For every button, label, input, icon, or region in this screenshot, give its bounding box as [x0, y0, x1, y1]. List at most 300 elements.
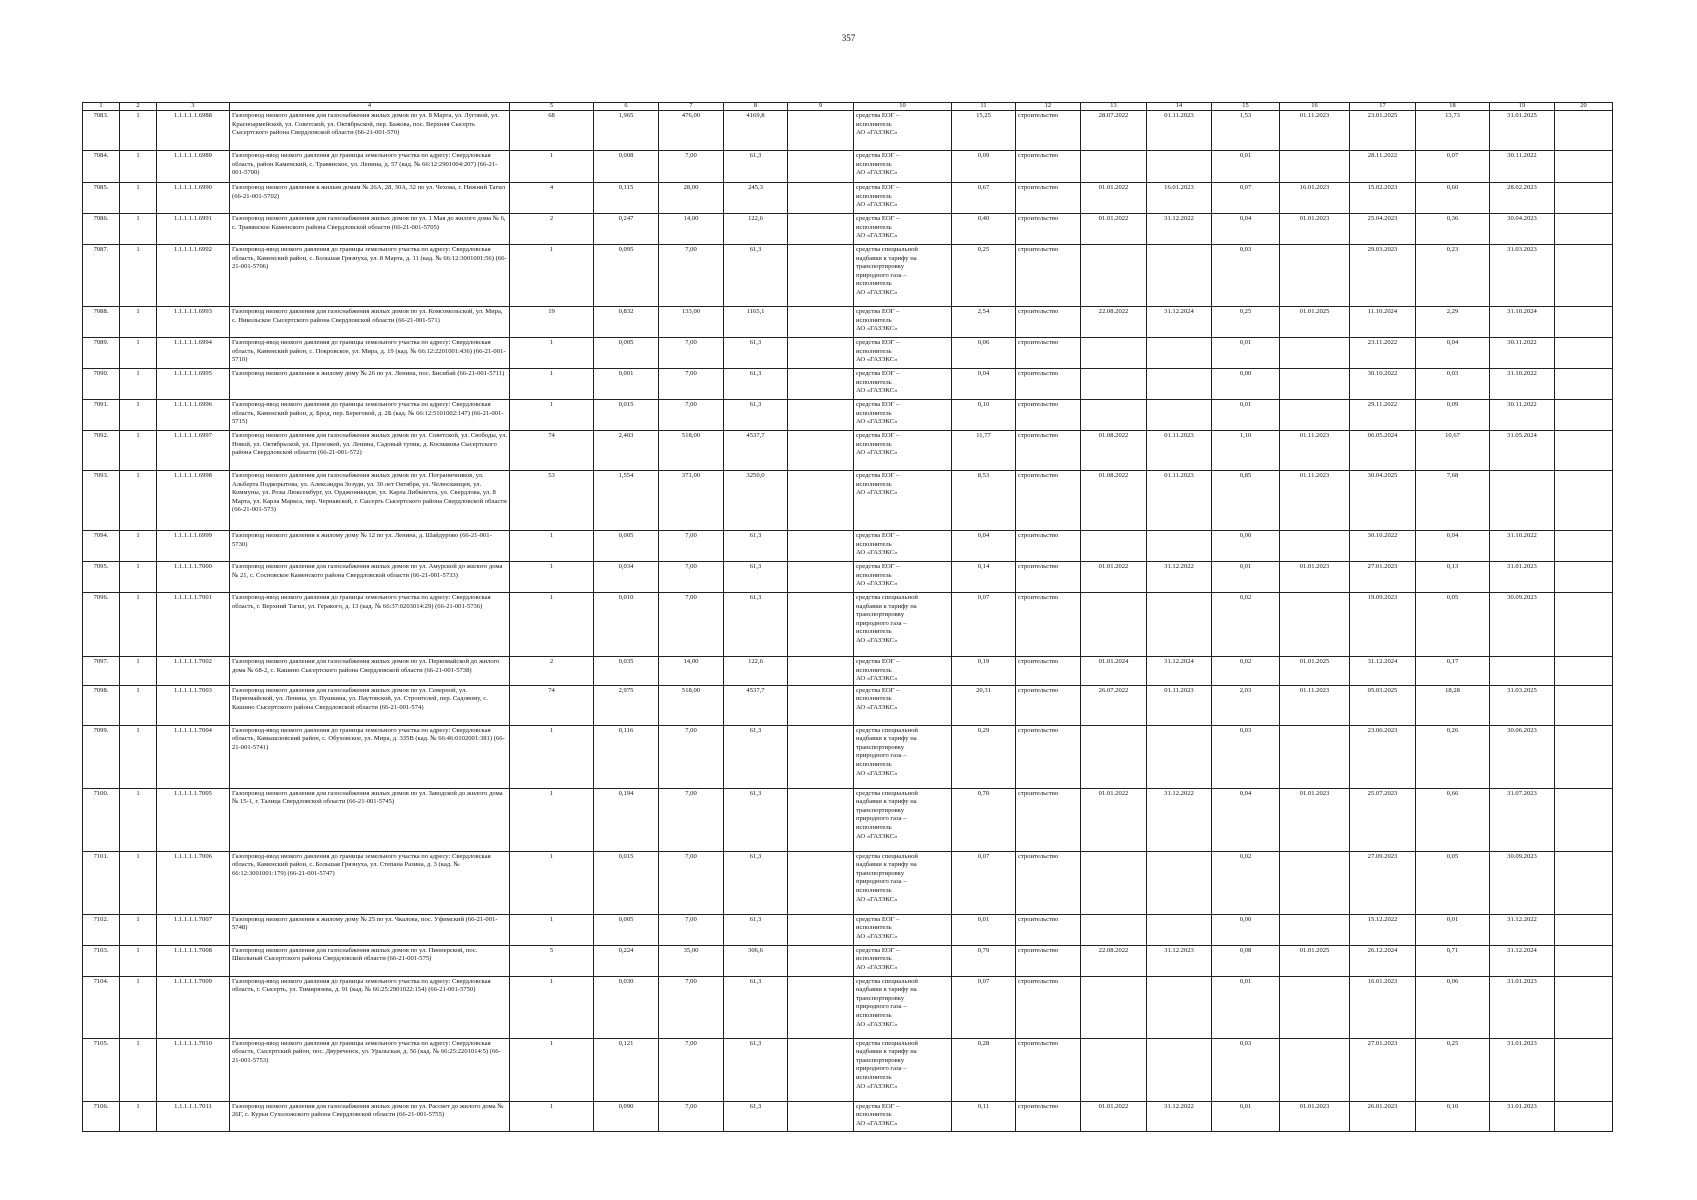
- commission-date-cell: 26.01.2023: [1350, 1101, 1416, 1131]
- funding-source-cell: средства ЕОГ – исполнитель АО «ГАЗЭКС»: [854, 914, 952, 945]
- page-number: 357: [841, 33, 856, 43]
- start-date-cell: [1081, 976, 1147, 1038]
- stage1-cell: 0,00: [1212, 369, 1280, 400]
- col20-cell: [1555, 976, 1613, 1038]
- object-description-cell: Газопровод низкого давления для газоснабжения жилых домов по ул. Амурской до жилого дома № 21, с. Сосновское Каменского района Свердловской области (66-21-001-5733): [230, 562, 510, 593]
- units-cell: 1: [510, 914, 594, 945]
- stage1-date-cell: [1280, 725, 1350, 788]
- stage1-date-cell: [1280, 151, 1350, 183]
- column-number-cell: 5: [510, 103, 594, 111]
- funding-source-cell: средства специальной надбавки к тарифу на транспортировку природного газа – исполнитель АО «ГАЗЭКС»: [854, 725, 952, 788]
- end-date-cell: 31.12.2022: [1147, 562, 1212, 593]
- end-date-cell: 16.01.2023: [1147, 183, 1212, 214]
- completion-date-cell: 30.06.2023: [1490, 725, 1555, 788]
- table-row: [83, 725, 1613, 788]
- stage2-cell: 0,26: [1416, 725, 1490, 788]
- object-description-cell: Газопровод низкого давления к жилому дому № 25 по ул. Чкалова, пос. Уфимский (66-21-001-5748): [230, 914, 510, 945]
- col9-cell: [788, 593, 854, 657]
- table-row: [83, 369, 1613, 400]
- start-date-cell: [1081, 725, 1147, 788]
- col20-cell: [1555, 400, 1613, 431]
- funding-source-cell: средства специальной надбавки к тарифу на транспортировку природного газа – исполнитель АО «ГАЗЭКС»: [854, 788, 952, 851]
- end-date-cell: 31.12.2024: [1147, 657, 1212, 686]
- quantity-cell: 1: [120, 151, 157, 183]
- start-date-cell: 01.01.2022: [1081, 562, 1147, 593]
- column-number-cell: 17: [1350, 103, 1416, 111]
- funding-source-cell: средства специальной надбавки к тарифу на транспортировку природного газа – исполнитель АО «ГАЗЭКС»: [854, 593, 952, 657]
- col9-cell: [788, 151, 854, 183]
- row-number-cell: 7089.: [83, 338, 120, 369]
- start-date-cell: [1081, 151, 1147, 183]
- table-row: [83, 431, 1613, 471]
- stage2-cell: 0,10: [1416, 1101, 1490, 1131]
- stage1-date-cell: [1280, 593, 1350, 657]
- commission-date-cell: 30.10.2022: [1350, 531, 1416, 562]
- funding-source-cell: средства ЕОГ – исполнитель АО «ГАЗЭКС»: [854, 400, 952, 431]
- stage2-cell: 0,05: [1416, 593, 1490, 657]
- commission-date-cell: 31.12.2024: [1350, 657, 1416, 686]
- object-code-cell: 1.1.1.1.1.7001: [157, 593, 230, 657]
- object-description-cell: Газопровод низкого давления к жилому дому № 26 по ул. Ленина, пос. Бисибай (66-21-001-5711): [230, 369, 510, 400]
- column-number-cell: 20: [1555, 103, 1613, 111]
- stage1-cell: 0,01: [1212, 338, 1280, 369]
- stage2-cell: 0,36: [1416, 214, 1490, 245]
- col20-cell: [1555, 914, 1613, 945]
- table-row: [83, 945, 1613, 976]
- quantity-cell: 1: [120, 111, 157, 151]
- start-date-cell: 26.07.2022: [1081, 685, 1147, 725]
- work-type-cell: строительство: [1016, 945, 1081, 976]
- column-number-cell: 13: [1081, 103, 1147, 111]
- stage1-date-cell: 01.01.2023: [1280, 1101, 1350, 1131]
- work-type-cell: строительство: [1016, 338, 1081, 369]
- cost-cell: 122,6: [724, 657, 788, 686]
- object-code-cell: 1.1.1.1.1.7011: [157, 1101, 230, 1131]
- commission-date-cell: 27.01.2023: [1350, 1038, 1416, 1101]
- end-date-cell: [1147, 725, 1212, 788]
- table-row: [83, 471, 1613, 531]
- funding-source-cell: средства ЕОГ – исполнитель АО «ГАЗЭКС»: [854, 562, 952, 593]
- stage1-date-cell: [1280, 245, 1350, 307]
- stage1-cell: 0,02: [1212, 593, 1280, 657]
- funding-source-cell: средства специальной надбавки к тарифу на транспортировку природного газа – исполнитель АО «ГАЗЭКС»: [854, 976, 952, 1038]
- stage2-cell: 0,17: [1416, 657, 1490, 686]
- cost-cell: 61,3: [724, 369, 788, 400]
- cost-cell: 61,3: [724, 851, 788, 914]
- stage2-cell: 0,25: [1416, 1038, 1490, 1101]
- work-type-cell: строительство: [1016, 111, 1081, 151]
- completion-date-cell: 31.03.2023: [1490, 245, 1555, 307]
- cost-cell: 245,3: [724, 183, 788, 214]
- col9-cell: [788, 788, 854, 851]
- completion-date-cell: 31.01.2023: [1490, 562, 1555, 593]
- length-cell: 0,832: [594, 307, 659, 338]
- work-type-cell: строительство: [1016, 976, 1081, 1038]
- length-cell: 0,001: [594, 369, 659, 400]
- col9-cell: [788, 725, 854, 788]
- start-date-cell: [1081, 531, 1147, 562]
- completion-date-cell: 31.01.2023: [1490, 1038, 1555, 1101]
- row-number-cell: 7087.: [83, 245, 120, 307]
- funding-source-cell: средства специальной надбавки к тарифу на транспортировку природного газа – исполнитель АО «ГАЗЭКС»: [854, 1038, 952, 1101]
- object-code-cell: 1.1.1.1.1.7003: [157, 685, 230, 725]
- object-description-cell: Газопровод низкого давления для газоснабжения жилых домов по ул. 8 Марта, ул. Луговой, ул. Красноармейской, ул. Советской, ул. Октябрьской, пер. Бажова, пос. Верхняя Сысерть Сысертского района Свердловской области (66-21-001-570): [230, 111, 510, 151]
- quantity-cell: 1: [120, 214, 157, 245]
- table-row: [83, 976, 1613, 1038]
- total-cost-cell: 0,09: [952, 151, 1016, 183]
- total-cost-cell: 0,07: [952, 976, 1016, 1038]
- work-type-cell: строительство: [1016, 1101, 1081, 1131]
- col9-cell: [788, 851, 854, 914]
- row-number-cell: 7088.: [83, 307, 120, 338]
- start-date-cell: [1081, 1038, 1147, 1101]
- stage1-cell: 0,04: [1212, 788, 1280, 851]
- col20-cell: [1555, 431, 1613, 471]
- stage1-cell: 0,01: [1212, 151, 1280, 183]
- stage1-cell: 0,02: [1212, 657, 1280, 686]
- column-number-cell: 8: [724, 103, 788, 111]
- quantity-cell: 1: [120, 725, 157, 788]
- total-cost-cell: 15,25: [952, 111, 1016, 151]
- units-cell: 2: [510, 214, 594, 245]
- work-type-cell: строительство: [1016, 1038, 1081, 1101]
- row-number-cell: 7090.: [83, 369, 120, 400]
- total-cost-cell: 0,06: [952, 338, 1016, 369]
- end-date-cell: 01.11.2023: [1147, 111, 1212, 151]
- total-cost-cell: 8,53: [952, 471, 1016, 531]
- length-cell: 0,005: [594, 531, 659, 562]
- row-number-cell: 7091.: [83, 400, 120, 431]
- object-code-cell: 1.1.1.1.1.6992: [157, 245, 230, 307]
- row-number-cell: 7086.: [83, 214, 120, 245]
- completion-date-cell: 31.10.2022: [1490, 369, 1555, 400]
- column-number-cell: 14: [1147, 103, 1212, 111]
- completion-date-cell: 31.01.2023: [1490, 1101, 1555, 1131]
- table-row: [83, 593, 1613, 657]
- stage1-date-cell: 01.11.2023: [1280, 111, 1350, 151]
- column-number-cell: 9: [788, 103, 854, 111]
- length-cell: 0,005: [594, 338, 659, 369]
- commission-date-cell: 25.07.2023: [1350, 788, 1416, 851]
- funding-source-cell: средства ЕОГ – исполнитель АО «ГАЗЭКС»: [854, 338, 952, 369]
- stage1-cell: 0,03: [1212, 245, 1280, 307]
- stage2-cell: 0,04: [1416, 338, 1490, 369]
- object-code-cell: 1.1.1.1.1.7000: [157, 562, 230, 593]
- object-code-cell: 1.1.1.1.1.6997: [157, 431, 230, 471]
- completion-date-cell: 30.11.2022: [1490, 151, 1555, 183]
- stage1-date-cell: 01.11.2023: [1280, 431, 1350, 471]
- cost-cell: 61,3: [724, 788, 788, 851]
- row-number-cell: 7094.: [83, 531, 120, 562]
- length-cell: 1,554: [594, 471, 659, 531]
- end-date-cell: 01.11.2023: [1147, 685, 1212, 725]
- total-cost-cell: 0,29: [952, 725, 1016, 788]
- capacity-cell: 518,00: [659, 685, 724, 725]
- start-date-cell: [1081, 369, 1147, 400]
- cost-cell: 61,3: [724, 914, 788, 945]
- funding-source-cell: средства ЕОГ – исполнитель АО «ГАЗЭКС»: [854, 531, 952, 562]
- stage1-date-cell: 01.11.2023: [1280, 685, 1350, 725]
- work-type-cell: строительство: [1016, 914, 1081, 945]
- start-date-cell: 01.08.2022: [1081, 471, 1147, 531]
- start-date-cell: [1081, 593, 1147, 657]
- work-type-cell: строительство: [1016, 400, 1081, 431]
- capacity-cell: 7,00: [659, 914, 724, 945]
- object-description-cell: Газопровод низкого давления для газоснабжения жилых домов по ул. Советской, ул. Свободы, ул. Новой, ул. Октябрьской, ул. Проезжей, ул. Ленина, Садовый тупик, д. Космакова Сысертского района Свердловской области (66-21-001-572): [230, 431, 510, 471]
- commission-date-cell: 06.05.2024: [1350, 431, 1416, 471]
- col9-cell: [788, 369, 854, 400]
- quantity-cell: 1: [120, 562, 157, 593]
- cost-cell: 61,3: [724, 725, 788, 788]
- total-cost-cell: 0,07: [952, 851, 1016, 914]
- length-cell: 0,090: [594, 1101, 659, 1131]
- funding-source-cell: средства ЕОГ – исполнитель АО «ГАЗЭКС»: [854, 214, 952, 245]
- object-description-cell: Газопровод-ввод низкого давления до границы земельного участка по адресу: Свердловская область, район Каменский, с. Травянское, ул. Ленина, д. 57 (кад. № 66:12:2901004:207) (66-21-001-5700): [230, 151, 510, 183]
- row-number-cell: 7098.: [83, 685, 120, 725]
- capacity-cell: 7,00: [659, 400, 724, 431]
- units-cell: 1: [510, 976, 594, 1038]
- capacity-cell: 7,00: [659, 369, 724, 400]
- row-number-cell: 7096.: [83, 593, 120, 657]
- stage2-cell: 0,71: [1416, 945, 1490, 976]
- col20-cell: [1555, 214, 1613, 245]
- column-number-cell: 11: [952, 103, 1016, 111]
- stage1-date-cell: [1280, 976, 1350, 1038]
- funding-source-cell: средства ЕОГ – исполнитель АО «ГАЗЭКС»: [854, 471, 952, 531]
- end-date-cell: 31.12.2023: [1147, 945, 1212, 976]
- total-cost-cell: 11,77: [952, 431, 1016, 471]
- end-date-cell: [1147, 338, 1212, 369]
- start-date-cell: 01.01.2024: [1081, 657, 1147, 686]
- stage1-cell: 0,08: [1212, 945, 1280, 976]
- cost-cell: 4169,8: [724, 111, 788, 151]
- quantity-cell: 1: [120, 1101, 157, 1131]
- total-cost-cell: 0,25: [952, 245, 1016, 307]
- units-cell: 1: [510, 1038, 594, 1101]
- completion-date-cell: 31.10.2022: [1490, 531, 1555, 562]
- work-type-cell: строительство: [1016, 245, 1081, 307]
- stage2-cell: 0,05: [1416, 851, 1490, 914]
- row-number-cell: 7103.: [83, 945, 120, 976]
- object-description-cell: Газопровод низкого давления для газоснабжения жилых домов по ул. Первомайской до жилого дома № 68-2, с. Кашино Сысертского района Свердловской области (66-21-001-5738): [230, 657, 510, 686]
- funding-source-cell: средства ЕОГ – исполнитель АО «ГАЗЭКС»: [854, 151, 952, 183]
- row-number-cell: 7104.: [83, 976, 120, 1038]
- length-cell: 0,015: [594, 400, 659, 431]
- stage1-cell: 0,03: [1212, 725, 1280, 788]
- col9-cell: [788, 400, 854, 431]
- object-code-cell: 1.1.1.1.1.6988: [157, 111, 230, 151]
- stage2-cell: 10,67: [1416, 431, 1490, 471]
- stage1-cell: 0,04: [1212, 214, 1280, 245]
- col9-cell: [788, 245, 854, 307]
- length-cell: 0,115: [594, 183, 659, 214]
- work-type-cell: строительство: [1016, 307, 1081, 338]
- row-number-cell: 7093.: [83, 471, 120, 531]
- col9-cell: [788, 307, 854, 338]
- stage1-date-cell: 01.01.2023: [1280, 562, 1350, 593]
- stage1-date-cell: [1280, 1038, 1350, 1101]
- work-type-cell: строительство: [1016, 151, 1081, 183]
- col20-cell: [1555, 111, 1613, 151]
- cost-cell: 1165,1: [724, 307, 788, 338]
- units-cell: 1: [510, 338, 594, 369]
- completion-date-cell: 30.09.2023: [1490, 593, 1555, 657]
- units-cell: 1: [510, 788, 594, 851]
- cost-cell: 3250,0: [724, 471, 788, 531]
- commission-date-cell: 23.01.2025: [1350, 111, 1416, 151]
- commission-date-cell: 15.12.2022: [1350, 914, 1416, 945]
- capacity-cell: 476,00: [659, 111, 724, 151]
- object-description-cell: Газопровод низкого давления для газоснабжения жилых домов по ул. 1 Мая до жилого дома № 6, с. Травянское Каменского района Свердловской области (66-21-001-5705): [230, 214, 510, 245]
- completion-date-cell: [1490, 471, 1555, 531]
- table-row: [83, 914, 1613, 945]
- table-row: [83, 531, 1613, 562]
- column-number-cell: 1: [83, 103, 120, 111]
- row-number-cell: 7084.: [83, 151, 120, 183]
- work-type-cell: строительство: [1016, 788, 1081, 851]
- end-date-cell: [1147, 245, 1212, 307]
- units-cell: 1: [510, 1101, 594, 1131]
- stage1-cell: 0,01: [1212, 562, 1280, 593]
- col20-cell: [1555, 851, 1613, 914]
- end-date-cell: [1147, 914, 1212, 945]
- row-number-cell: 7106.: [83, 1101, 120, 1131]
- object-description-cell: Газопровод низкого давления к жилому дому № 12 по ул. Ленина, д. Шайдурово (66-21-001-5730): [230, 531, 510, 562]
- cost-cell: 61,3: [724, 593, 788, 657]
- cost-cell: 61,3: [724, 245, 788, 307]
- object-code-cell: 1.1.1.1.1.6999: [157, 531, 230, 562]
- end-date-cell: [1147, 593, 1212, 657]
- start-date-cell: 01.08.2022: [1081, 431, 1147, 471]
- capacity-cell: 35,00: [659, 945, 724, 976]
- table-row: [83, 657, 1613, 686]
- work-type-cell: строительство: [1016, 657, 1081, 686]
- start-date-cell: [1081, 851, 1147, 914]
- table-row: [83, 338, 1613, 369]
- commission-date-cell: 23.06.2023: [1350, 725, 1416, 788]
- quantity-cell: 1: [120, 945, 157, 976]
- col9-cell: [788, 685, 854, 725]
- col9-cell: [788, 562, 854, 593]
- stage1-date-cell: [1280, 369, 1350, 400]
- completion-date-cell: 31.05.2024: [1490, 431, 1555, 471]
- object-description-cell: Газопровод низкого давления для газоснабжения жилых домов по ул. Комсомольской, ул. Мира, с. Никольское Сысертского района Свердловской области (66-21-001-571): [230, 307, 510, 338]
- object-code-cell: 1.1.1.1.1.6993: [157, 307, 230, 338]
- end-date-cell: [1147, 400, 1212, 431]
- quantity-cell: 1: [120, 183, 157, 214]
- object-code-cell: 1.1.1.1.1.7007: [157, 914, 230, 945]
- units-cell: 1: [510, 369, 594, 400]
- total-cost-cell: 0,79: [952, 945, 1016, 976]
- stage1-date-cell: [1280, 531, 1350, 562]
- stage1-date-cell: 01.01.2025: [1280, 657, 1350, 686]
- cost-cell: 4537,7: [724, 431, 788, 471]
- completion-date-cell: 31.12.2024: [1490, 945, 1555, 976]
- stage2-cell: 0,01: [1416, 914, 1490, 945]
- stage1-cell: 1,53: [1212, 111, 1280, 151]
- start-date-cell: [1081, 338, 1147, 369]
- length-cell: 0,008: [594, 151, 659, 183]
- row-number-cell: 7102.: [83, 914, 120, 945]
- object-code-cell: 1.1.1.1.1.6989: [157, 151, 230, 183]
- col20-cell: [1555, 338, 1613, 369]
- total-cost-cell: 0,67: [952, 183, 1016, 214]
- row-number-cell: 7105.: [83, 1038, 120, 1101]
- col20-cell: [1555, 1038, 1613, 1101]
- object-description-cell: Газопровод-ввод низкого давления до границы земельного участка по адресу: Свердловская область, Каменский район, д. Брод, пер. Береговой, д. 2Б (кад. № 66:12:5101002:147) (66-21-001-5715): [230, 400, 510, 431]
- stage1-cell: 0,00: [1212, 531, 1280, 562]
- units-cell: 68: [510, 111, 594, 151]
- units-cell: 1: [510, 562, 594, 593]
- stage1-cell: 0,01: [1212, 1101, 1280, 1131]
- col20-cell: [1555, 685, 1613, 725]
- cost-cell: 61,3: [724, 338, 788, 369]
- col20-cell: [1555, 562, 1613, 593]
- end-date-cell: 31.12.2024: [1147, 307, 1212, 338]
- row-number-cell: 7101.: [83, 851, 120, 914]
- start-date-cell: [1081, 400, 1147, 431]
- total-cost-cell: 2,54: [952, 307, 1016, 338]
- units-cell: 1: [510, 400, 594, 431]
- stage1-cell: 0,07: [1212, 183, 1280, 214]
- end-date-cell: [1147, 531, 1212, 562]
- completion-date-cell: 30.11.2022: [1490, 338, 1555, 369]
- commission-date-cell: 23.11.2022: [1350, 338, 1416, 369]
- stage2-cell: 0,23: [1416, 245, 1490, 307]
- stage2-cell: 0,66: [1416, 788, 1490, 851]
- col9-cell: [788, 431, 854, 471]
- commission-date-cell: 29.03.2023: [1350, 245, 1416, 307]
- capacity-cell: 14,00: [659, 214, 724, 245]
- commission-date-cell: 16.01.2023: [1350, 976, 1416, 1038]
- col20-cell: [1555, 471, 1613, 531]
- stage1-date-cell: 01.11.2023: [1280, 471, 1350, 531]
- commission-date-cell: 15.02.2023: [1350, 183, 1416, 214]
- funding-source-cell: средства ЕОГ – исполнитель АО «ГАЗЭКС»: [854, 431, 952, 471]
- table-row: [83, 685, 1613, 725]
- quantity-cell: 1: [120, 531, 157, 562]
- object-code-cell: 1.1.1.1.1.7006: [157, 851, 230, 914]
- object-description-cell: Газопровод-ввод низкого давления до границы земельного участка по адресу: Свердловская область, Каменский район, с. Большая Грязнуха, ул. 8 Марта, д. 11 (кад. № 66:12:3001001:56) (66-21-001-5706): [230, 245, 510, 307]
- units-cell: 1: [510, 151, 594, 183]
- units-cell: 2: [510, 657, 594, 686]
- commission-date-cell: 11.10.2024: [1350, 307, 1416, 338]
- completion-date-cell: 30.09.2023: [1490, 851, 1555, 914]
- quantity-cell: 1: [120, 593, 157, 657]
- cost-cell: 61,3: [724, 400, 788, 431]
- stage1-cell: 0,01: [1212, 976, 1280, 1038]
- cost-cell: 61,3: [724, 1101, 788, 1131]
- stage1-cell: 1,10: [1212, 431, 1280, 471]
- object-description-cell: Газопровод низкого давления для газоснабжения жилых домов по ул. Рассвет до жилого дома № 26Г, с. Курьи Сухоложского района Свердловской области (66-21-001-5755): [230, 1101, 510, 1131]
- quantity-cell: 1: [120, 851, 157, 914]
- object-code-cell: 1.1.1.1.1.6991: [157, 214, 230, 245]
- col9-cell: [788, 214, 854, 245]
- col9-cell: [788, 945, 854, 976]
- col20-cell: [1555, 657, 1613, 686]
- funding-source-cell: средства ЕОГ – исполнитель АО «ГАЗЭКС»: [854, 685, 952, 725]
- capacity-cell: 7,00: [659, 593, 724, 657]
- completion-date-cell: 28.02.2023: [1490, 183, 1555, 214]
- end-date-cell: 31.12.2022: [1147, 1101, 1212, 1131]
- col20-cell: [1555, 788, 1613, 851]
- commission-date-cell: 30.04.2025: [1350, 471, 1416, 531]
- column-number-row: [83, 103, 1613, 111]
- total-cost-cell: 0,04: [952, 369, 1016, 400]
- stage2-cell: 13,73: [1416, 111, 1490, 151]
- object-code-cell: 1.1.1.1.1.7008: [157, 945, 230, 976]
- work-type-cell: строительство: [1016, 471, 1081, 531]
